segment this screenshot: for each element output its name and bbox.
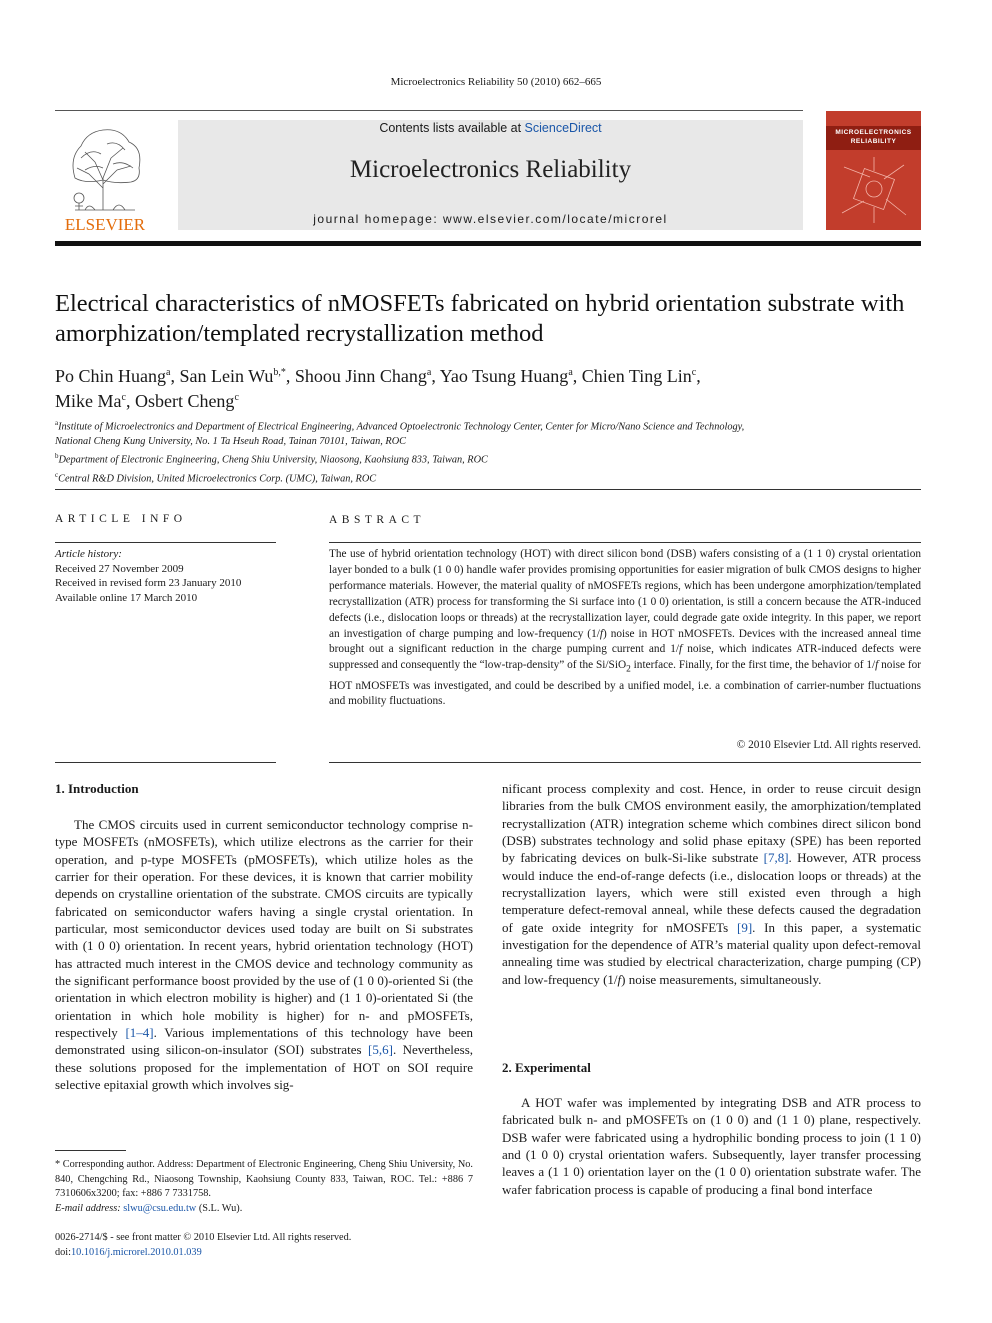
footnote-address: * Corresponding author. Address: Department of Electronic Engineering, Cheng Shiu University, No. 840, Chengching Rd., Niaosong Township, Kaohsiung County 833, Taiwan, ROC. Tel.: +886 7 7310606x3200; fax: +886 7 7331758. [55,1159,473,1200]
section-heading-introduction: 1. Introduction [55,781,139,796]
footnote-rule [55,1150,126,1151]
experimental-paragraph: A HOT wafer was implemented by integrating DSB and ATR process to fabricated bulk n- and pMOSFETs on (1 0 0) and (1 1 0) plane, respectively. DSB wafer were fabricated using a hydrophilic bonding process to join (1 1 0) and (1 0 0) crystal orientation wafers. Subsequently, layer transfer processing leaves a (1 1 0) orientation layer on the (1 0 0) orientation substrate wafer. The wafer fabrication process is capable of producing a final bond interface [502,1095,921,1197]
affiliation: National Cheng Kung University, No. 1 Ta Hseuh Road, Tainan 70101, Taiwan, ROC [55,435,406,447]
cover-chip-icon [840,157,908,223]
affiliation: $^b$Department of Electronic Engineering, Cheng Shiu University, Niaosong, Kaohsiung 833, Taiwan, ROC [55,452,488,466]
abstract-heading: ABSTRACT [329,514,426,526]
sciencedirect-link[interactable]: ScienceDirect [524,121,602,135]
author[interactable]: Yao Tsung Huang$^a$ [439,366,573,386]
abstract-copyright: © 2010 Elsevier Ltd. All rights reserved. [736,739,921,751]
author[interactable]: Po Chin Huang$^a$ [55,366,171,386]
journal-homepage[interactable]: journal homepage: www.elsevier.com/locate/microrel [313,212,668,226]
journal-cover-thumbnail[interactable] [826,111,921,230]
citation-link[interactable]: [5,6] [368,1042,393,1058]
article-info-rule-top [55,542,276,543]
abstract-rule-bottom [329,762,921,763]
cover-title-line1: MICROELECTRONICS [835,129,912,136]
cover-title-line2: RELIABILITY [850,138,897,145]
author[interactable]: Shoou Jinn Chang$^a$ [294,366,432,386]
author[interactable]: San Lein $Wu^{b,*}$ [179,366,286,386]
masthead-rule [55,241,921,246]
corresponding-author-footnote [55,1158,473,1216]
article-title: Electrical characteristics of nMOSFETs fabricated on hybrid orientation substrate with amorphization/templated recrystallization method [55,290,905,347]
abstract-text: The use of hybrid orientation technology (HOT) with direct silicon bond (DSB) wafers consisting of a (1 1 0) crystal orientation layer bonded to a bulk (1 0 0) handle wafer provides promising opportunities for easier migration of bulk CMOS designs to higher performance materials. However, the material quality of nMOSFETs regions, which has been undergone amorphization/templated recrystallization (ATR) process for transforming the Si surface into (1 0 0) orientation, is still a concern because the ATR-induced defects (i.e., dislocation loops or threads) at the recrystallization layer, could degrade gate oxide integrity. In this paper, we report an investigation of charge pumping and low-frequency (1/f) noise in HOT nMOSFETs. Devices with the increased anneal time brought out a significant reduction in the charge pumping current and 1/f noise, which indicates ATR-induced defects were suppressed and consequently the “low-trap-density” of the Si/SiO$_2$ interface. Finally, for the first time, the behavior of 1/f noise for HOT nMOSFETs was investigated, and could be described by a unified model, i.e. a combination of carrier-number fluctuations and mobility fluctuations. [329,548,921,708]
citation-link[interactable]: [7,8] [763,850,789,866]
history-label: Article history: [55,548,122,560]
abstract-rule-top [329,542,921,543]
issn-line: 0026-2714/$ - see front matter © 2010 Elsevier Ltd. All rights reserved. [55,1232,352,1243]
doi-line: doi:10.1016/j.microrel.2010.01.039 [55,1246,202,1258]
citation-link[interactable]: [1–4] [125,1025,154,1041]
affiliation: $^c$Central R&D Division, United Microelectronics Corp. (UMC), Taiwan, ROC [55,471,377,485]
author[interactable]: Mike Ma$^c$ [55,391,126,411]
contents-prefix: Contents lists available at [379,121,525,135]
article-info-heading: ARTICLE INFO [55,513,187,525]
article-history [55,547,241,605]
intro-paragraph-left: The CMOS circuits used in current semiconductor technology comprise n-type MOSFETs (nMOSFETs), which utilize electrons as the carrier for their operation, and p-type MOSFETs (pMOSFETs), which utilize holes as the carrier for their operation. For these devices, it is known that carrier mobility depends on crystalline orientation of the substrate. CMOS circuits are typically fabricated on semiconductor wafers having a single crystal orientation. In particular, most semiconductor devices used today are built on Si substrates with (1 0 0) orientation. In recent years, hybrid orientation technology (HOT) has attracted much interest in the CMOS device and technology community as the significant performance boost provided by the use of (1 0 0)-oriented Si (the orientation in which electron mobility is higher) and (1 1 0)-orientated Si (the orientation in which hole mobility is higher) for n- and pMOSFETs, respectively [1–4]. Various implementations of this technology have been demonstrated using silicon-on-insulator (SOI) substrates [5,6]. Nevertheless, these solutions proposed for the implementation of HOT on SOI require selective epitaxial growth which involves sig- [55,817,473,1093]
doi-link[interactable]: 10.1016/j.microrel.2010.01.039 [71,1246,202,1258]
elsevier-wordmark: ELSEVIER [64,215,146,234]
affiliation: $^a$Institute of Microelectronics and Department of Electrical Engineering, Advanced Optoelectronic Technology Center, Center for Micro/Nano Science and Technology, [55,419,745,433]
history-online: Available online 17 March 2010 [55,591,198,604]
affiliations [55,416,921,487]
elsevier-logo[interactable] [55,118,155,234]
journal-title: Microelectronics Reliability [349,156,632,183]
affiliation-rule [55,489,921,490]
author-list: Po Chin Huang$^a$, San Lein $Wu^{b,*}$, Shoou Jinn Chang$^a$, Yao Tsung Huang$^a$, Chien Ting Lin$^c$, Mike Ma$^c$, Osbert Cheng$^c$ [55,366,701,411]
running-head: Microelectronics Reliability 50 (2010) 662–665 [390,76,602,88]
elsevier-tree-icon [55,118,155,234]
author[interactable]: Chien Ting Lin$^c$ [581,366,697,386]
citation-link[interactable]: [9] [736,919,753,935]
history-revised: Received in revised form 23 January 2010 [55,577,242,590]
cover-title [826,128,921,146]
contents-line [178,121,803,135]
article-info-rule-bottom [55,762,276,763]
page-footer [55,1231,351,1261]
history-received: Received 27 November 2009 [55,562,184,575]
header-rule [55,110,803,111]
section-heading-experimental: 2. Experimental [502,1060,591,1075]
email-link[interactable]: slwu@csu.edu.tw [123,1202,197,1214]
intro-paragraph-right: nificant process complexity and cost. Hence, in order to reuse circuit design libraries from the bulk CMOS environment easily, the amorphization/templated recrystallization (ATR) integration scheme which combines direct silicon bond (DSB) substrates technology and solid phase epitaxy (SPE) has been reported by fabricating devices on bulk-Si-like substrate [7,8]. However, ATR process would induce the end-of-range defects (i.e., dislocation loops or threads) at the recrystallization layers, which were still existed even through a high temperature defect-removal anneal, while these defects caused the degradation of gate oxide integrity for nMOSFETs [9]. In this paper, a systematic investigation for the dependence of ATR’s material quality upon defect-removal annealing time was studied by electrical characterization, charge pumping (CP) and low-frequency (1/f) noise measurements, simultaneously. [502,781,921,987]
author[interactable]: Osbert Cheng$^c$ [134,391,239,411]
footnote-email: E-mail address: slwu@csu.edu.tw (S.L. Wu). [55,1202,243,1214]
